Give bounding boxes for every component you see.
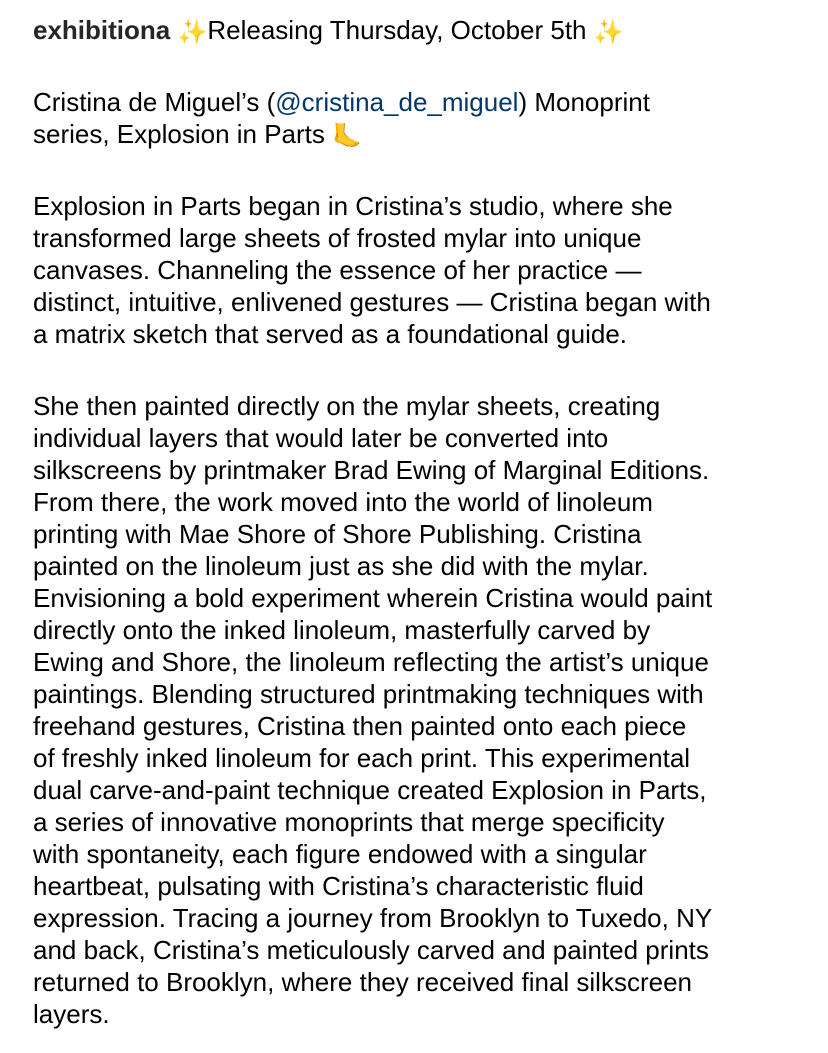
- paragraph-line: paintings. Blending structured printmaking techniques with: [33, 679, 704, 709]
- paragraph-line: canvases. Channeling the essence of her practice —: [33, 255, 642, 285]
- caption-headline-line: [33, 14, 813, 46]
- post-caption: [33, 14, 813, 1030]
- paragraph-line: directly onto the inked linoleum, masterfully carved by: [33, 615, 651, 645]
- paragraph-line: From there, the work moved into the world of linoleum: [33, 487, 653, 517]
- paragraph-line: of freshly inked linoleum for each print. This experimental: [33, 743, 691, 773]
- caption-paragraph-1: [33, 190, 813, 350]
- headline-text: Releasing Thursday, October 5th: [207, 15, 587, 45]
- paragraph-line: silkscreens by printmaker Brad Ewing of Marginal Editions.: [33, 455, 710, 485]
- paragraph-line: heartbeat, pulsating with Cristina’s characteristic fluid: [33, 871, 644, 901]
- paragraph-line: layers.: [33, 999, 110, 1029]
- paragraph-line: Envisioning a bold experiment wherein Cristina would paint: [33, 583, 713, 613]
- paragraph-line: She then painted directly on the mylar sheets, creating: [33, 391, 661, 421]
- username-link[interactable]: exhibitiona: [33, 15, 171, 45]
- paragraph-line: Ewing and Shore, the linoleum reflecting the artist’s unique: [33, 647, 709, 677]
- intro-line-1: [33, 86, 813, 118]
- paragraph-line: Explosion in Parts began in Cristina’s studio, where she: [33, 191, 673, 221]
- paragraph-line: dual carve-and-paint technique created Explosion in Parts,: [33, 775, 707, 805]
- paragraph-line: expression. Tracing a journey from Brooklyn to Tuxedo, NY: [33, 903, 713, 933]
- paragraph-line: a series of innovative monoprints that merge specificity: [33, 807, 665, 837]
- paragraph-line: freehand gestures, Cristina then painted onto each piece: [33, 711, 687, 741]
- paragraph-line: individual layers that would later be converted into: [33, 423, 609, 453]
- paragraph-line: and back, Cristina’s meticulously carved and painted prints: [33, 935, 709, 965]
- paragraph-line: printing with Mae Shore of Shore Publishing. Cristina: [33, 519, 642, 549]
- intro-text-after-mention: ) Monoprint: [518, 87, 650, 117]
- paragraph-line: with spontaneity, each figure endowed with a singular: [33, 839, 647, 869]
- paragraph-line: transformed large sheets of frosted mylar into unique: [33, 223, 642, 253]
- artist-mention-link[interactable]: @cristina_de_miguel: [275, 87, 519, 117]
- paragraph-line: a matrix sketch that served as a foundational guide.: [33, 319, 628, 349]
- sparkles-icon: ✨: [177, 19, 208, 46]
- intro-line-2: [33, 118, 813, 150]
- paragraph-line: returned to Brooklyn, where they received final silkscreen: [33, 967, 692, 997]
- intro-text-before-mention: Cristina de Miguel’s (: [33, 87, 276, 117]
- paragraph-line: distinct, intuitive, enlivened gestures — Cristina began with: [33, 287, 711, 317]
- caption-paragraph-2: [33, 390, 813, 1030]
- intro-series-text: series, Explosion in Parts: [33, 119, 325, 149]
- foot-icon: 🦶: [332, 123, 363, 150]
- sparkles-icon: ✨: [593, 19, 624, 46]
- paragraph-line: painted on the linoleum just as she did with the mylar.: [33, 551, 649, 581]
